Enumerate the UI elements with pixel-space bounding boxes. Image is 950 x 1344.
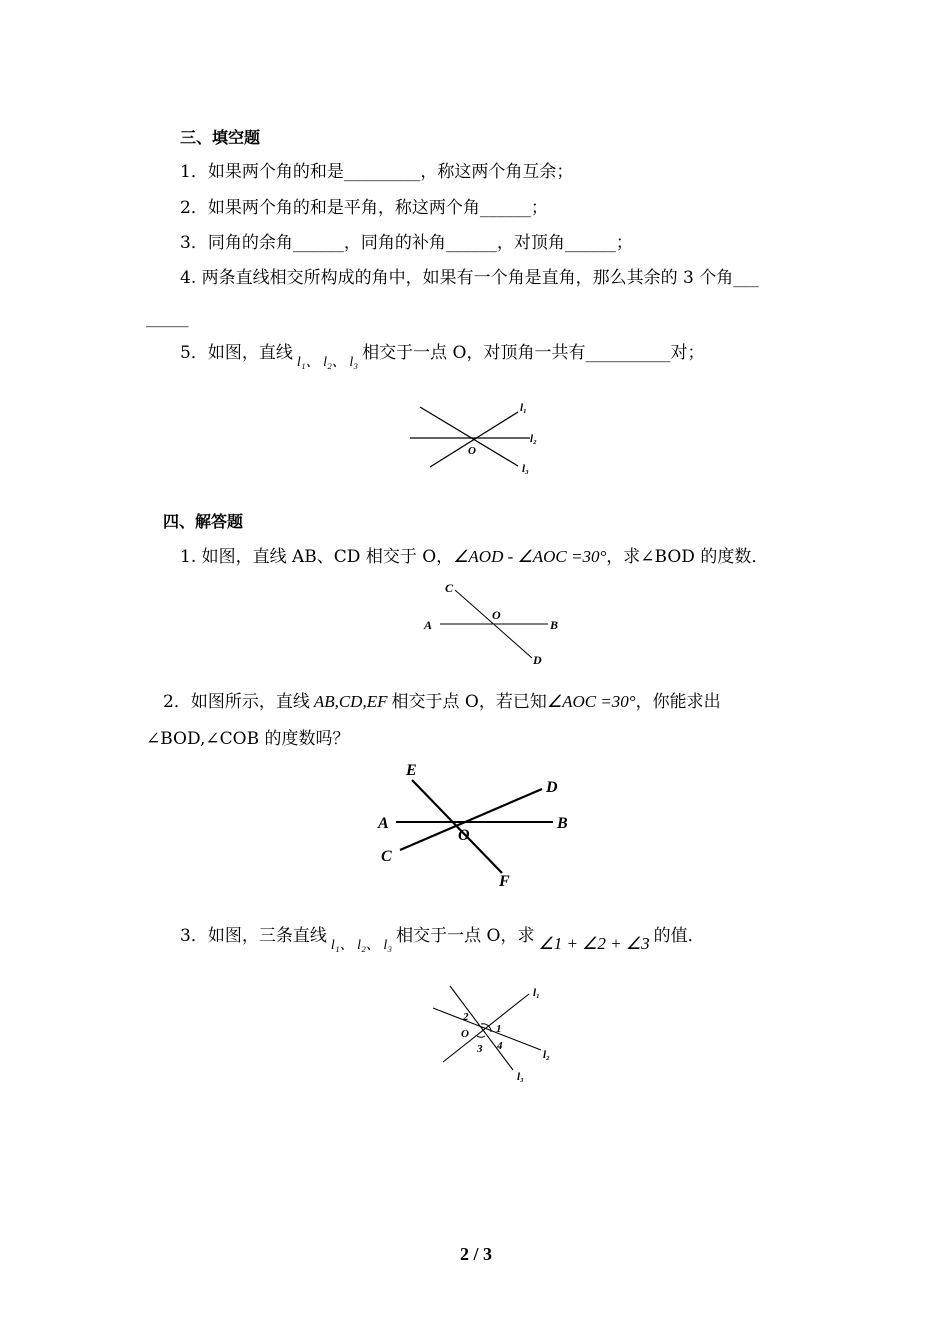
fig3-label-c: C bbox=[381, 848, 392, 865]
fill-question-5 bbox=[180, 343, 705, 370]
page-number: 2 / 3 bbox=[460, 1244, 493, 1264]
fill-question-2: 2．如果两个角的和是平角，称这两个角______； bbox=[180, 198, 548, 218]
three-lines-figure-4 bbox=[425, 980, 585, 1095]
three-lines-figure-1 bbox=[400, 390, 560, 480]
q3-mid: 相交于一点 O，求 bbox=[396, 926, 535, 946]
fig3-label-a: A bbox=[378, 815, 389, 832]
three-lines-figure-3 bbox=[370, 758, 590, 893]
q5-lines: l₁、 l₂、 l₃ bbox=[296, 355, 359, 370]
fig4-label-o: O bbox=[461, 1028, 469, 1040]
answer-question-2-line1 bbox=[163, 692, 721, 712]
fig2-label-c: C bbox=[445, 581, 454, 595]
answer-question-3 bbox=[180, 926, 705, 953]
q5-suffix: 相交于一点 O，对顶角一共有__________对； bbox=[362, 343, 705, 363]
q1-suffix: ，求∠BOD 的度数． bbox=[606, 547, 769, 567]
q5-prefix: 5．如图，直线 bbox=[180, 343, 293, 363]
fig3-label-d: D bbox=[546, 779, 558, 796]
fig2-label-d: D bbox=[533, 653, 542, 667]
fig3-label-b: B bbox=[557, 815, 568, 832]
q2-mid: 相交于点 O，若已知 bbox=[391, 692, 547, 712]
q3-prefix: 3．如图，三条直线 bbox=[180, 926, 327, 946]
q3-suffix: 的值． bbox=[653, 926, 705, 946]
answer-question-2-line2: ∠BOD,∠COB 的度数吗？ bbox=[146, 729, 350, 749]
fig4-angle-3: 3 bbox=[477, 1043, 483, 1055]
q1-prefix: 1. 如图，直线 AB、CD 相交于 O， bbox=[180, 547, 454, 567]
q3-lines: l₁、 l₂、 l₃ bbox=[330, 938, 393, 953]
fig1-label-o: O bbox=[468, 445, 476, 457]
q3-expression: ∠1 + ∠2 + ∠3 bbox=[538, 934, 650, 953]
answer-question-1 bbox=[180, 547, 768, 567]
fill-question-4-line1: 4. 两条直线相交所构成的角中，如果有一个角是直角，那么其余的 3 个角___ bbox=[180, 268, 759, 288]
fill-question-3: 3．同角的余角______，同角的补角______，对顶角______； bbox=[180, 233, 633, 253]
fill-question-4-line2: _____ bbox=[146, 308, 189, 328]
fig4-angle-1: 1 bbox=[496, 1023, 502, 1035]
fig4-label-l3: l₃ bbox=[517, 1071, 524, 1083]
fig1-label-l1: l₁ bbox=[520, 402, 527, 414]
fig4-angle-4: 4 bbox=[497, 1040, 503, 1052]
q2-suffix: ，你能求出 bbox=[635, 692, 721, 712]
fig3-label-f: F bbox=[499, 873, 510, 890]
section-3-title: 三、填空题 bbox=[180, 128, 261, 147]
q2-prefix: 2．如图所示，直线 bbox=[163, 692, 310, 712]
q2-expression: ∠AOC =30° bbox=[546, 692, 636, 711]
fill-question-1: 1．如果两个角的和是_________，称这两个角互余； bbox=[180, 162, 574, 182]
fig2-label-o: O bbox=[492, 608, 501, 622]
fig2-label-a: A bbox=[424, 618, 433, 632]
fig4-label-l1: l₁ bbox=[533, 987, 540, 999]
fig3-label-o: O bbox=[458, 827, 470, 844]
fig3-label-e: E bbox=[406, 762, 417, 779]
fig1-label-l3: l₃ bbox=[522, 463, 529, 475]
fig2-label-b: B bbox=[550, 618, 559, 632]
fig1-label-l2: l₂ bbox=[530, 433, 537, 445]
q1-expression: ∠AOD - ∠AOC =30° bbox=[453, 547, 607, 566]
section-4-title: 四、解答题 bbox=[163, 512, 244, 531]
intersecting-lines-figure-2 bbox=[420, 578, 570, 673]
fig4-angle-2: 2 bbox=[463, 1011, 469, 1023]
q2-lines: AB,CD,EF bbox=[313, 692, 388, 711]
fig4-label-l2: l₂ bbox=[543, 1049, 550, 1061]
